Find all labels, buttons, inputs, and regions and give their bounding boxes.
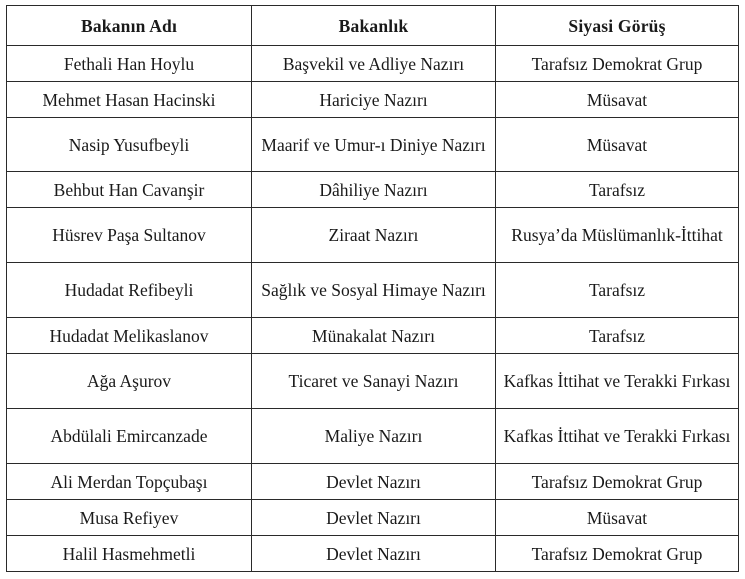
table-row [7,82,739,118]
political-view-cell: Müsavat [496,500,739,536]
minister-name-cell: Mehmet Hasan Hacinski [7,82,252,118]
minister-name-cell: Ağa Aşurov [7,354,252,409]
ministry-cell: Devlet Nazırı [252,464,496,500]
minister-name-cell: Fethali Han Hoylu [7,46,252,82]
table-header-row [7,6,739,46]
table-row [7,46,739,82]
minister-name-cell: Hudadat Refibeyli [7,263,252,318]
header-political-view: Siyasi Görüş [496,6,739,46]
table-row [7,464,739,500]
ministry-cell: Sağlık ve Sosyal Himaye Nazırı [252,263,496,318]
political-view-cell: Tarafsız [496,263,739,318]
minister-name-cell: Behbut Han Cavanşir [7,172,252,208]
ministry-cell: Maarif ve Umur-ı Diniye Nazırı [252,118,496,172]
ministry-cell: Devlet Nazırı [252,536,496,572]
header-ministry: Bakanlık [252,6,496,46]
political-view-cell: Müsavat [496,118,739,172]
table-row [7,409,739,464]
political-view-cell: Tarafsız Demokrat Grup [496,46,739,82]
political-view-cell: Rusya’da Müslümanlık-İttihat [496,208,739,263]
ministry-cell: Dâhiliye Nazırı [252,172,496,208]
ministry-cell: Başvekil ve Adliye Nazırı [252,46,496,82]
political-view-cell: Tarafsız Demokrat Grup [496,464,739,500]
minister-name-cell: Nasip Yusufbeyli [7,118,252,172]
ministers-table [6,5,739,572]
political-view-cell: Kafkas İttihat ve Terakki Fırkası [496,354,739,409]
political-view-cell: Tarafsız [496,318,739,354]
political-view-cell: Müsavat [496,82,739,118]
minister-name-cell: Musa Refiyev [7,500,252,536]
ministry-cell: Münakalat Nazırı [252,318,496,354]
ministry-cell: Maliye Nazırı [252,409,496,464]
ministry-cell: Hariciye Nazırı [252,82,496,118]
table-row [7,172,739,208]
table-row [7,318,739,354]
minister-name-cell: Halil Hasmehmetli [7,536,252,572]
political-view-cell: Tarafsız Demokrat Grup [496,536,739,572]
ministry-cell: Devlet Nazırı [252,500,496,536]
table-row [7,500,739,536]
header-minister-name: Bakanın Adı [7,6,252,46]
minister-name-cell: Ali Merdan Topçubaşı [7,464,252,500]
ministry-cell: Ziraat Nazırı [252,208,496,263]
political-view-cell: Tarafsız [496,172,739,208]
table-row [7,263,739,318]
ministry-cell: Ticaret ve Sanayi Nazırı [252,354,496,409]
minister-name-cell: Abdülali Emircanzade [7,409,252,464]
table-row [7,208,739,263]
table-row [7,118,739,172]
political-view-cell: Kafkas İttihat ve Terakki Fırkası [496,409,739,464]
table-row [7,354,739,409]
minister-name-cell: Hüsrev Paşa Sultanov [7,208,252,263]
minister-name-cell: Hudadat Melikaslanov [7,318,252,354]
table-row [7,536,739,572]
